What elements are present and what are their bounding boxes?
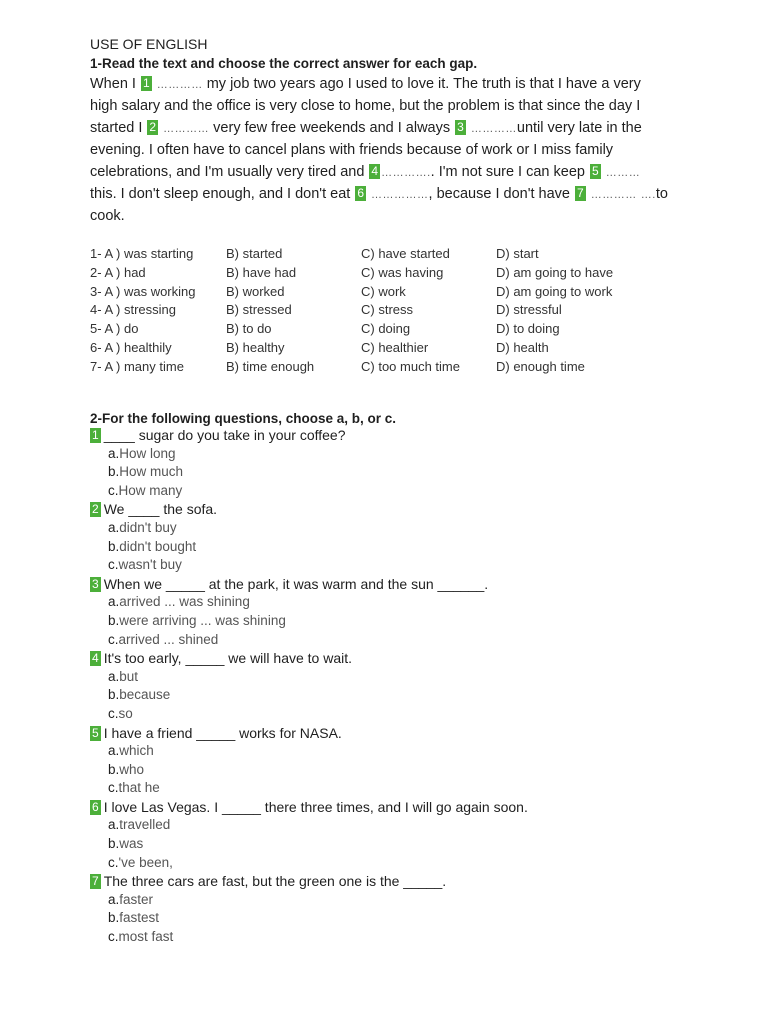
gap-number: 1 — [142, 76, 150, 90]
choice-text: most fast — [118, 929, 174, 945]
choice-b — [90, 464, 528, 483]
gap-dots: …………. — [381, 166, 431, 179]
choice-b — [90, 910, 528, 929]
choice-text: arrived ... shined — [118, 631, 219, 647]
choice-letter: a. — [108, 891, 120, 907]
choice-letter: a. — [108, 594, 120, 610]
choice-text: travelled — [119, 817, 171, 833]
choice-text: How many — [118, 482, 183, 498]
gap-dots: …. — [640, 189, 656, 202]
question-number: 5 — [92, 725, 99, 740]
reading-passage — [90, 74, 670, 228]
choice-text: who — [119, 761, 145, 777]
question-line — [90, 576, 528, 595]
gap-number: 5 — [592, 163, 599, 178]
choice-letter: b. — [108, 538, 120, 554]
choice-letter: a. — [108, 668, 120, 684]
gap-dots: ………… — [156, 79, 203, 91]
option-a: 3- A ) was working — [90, 283, 196, 299]
choice-letter: b. — [108, 910, 120, 926]
choice-text: didn't bought — [119, 538, 197, 554]
question-number: 6 — [92, 799, 99, 814]
option-c: C) was having — [361, 264, 444, 280]
choice-b — [90, 687, 528, 706]
question-block — [90, 427, 528, 501]
choice-c — [90, 706, 528, 725]
choice-letter: a. — [108, 519, 120, 535]
question-number: 7 — [92, 874, 99, 889]
question-line — [90, 501, 528, 520]
choice-letter: c. — [108, 854, 119, 870]
option-a: 1- A ) was starting — [90, 246, 194, 261]
option-b: B) to do — [226, 321, 272, 337]
choice-letter: b. — [108, 687, 120, 703]
question-number: 3 — [92, 576, 99, 591]
question-text: I love Las Vegas. I _____ there three times, and I will go again soon. — [103, 798, 528, 815]
option-c: C) doing — [361, 321, 411, 337]
question-block — [90, 576, 528, 650]
choice-letter: c. — [108, 557, 119, 573]
option-b: B) worked — [226, 283, 285, 299]
choice-letter: a. — [108, 743, 120, 759]
gap-dots: ………… — [470, 122, 517, 135]
choice-letter: b. — [108, 761, 120, 777]
question-number: 4 — [92, 651, 99, 666]
part1-instruction: 1-Read the text and choose the correct answer for each gap. — [90, 56, 478, 71]
option-c: C) too much time — [361, 358, 460, 374]
choice-letter: a. — [108, 817, 120, 833]
choice-a — [90, 892, 528, 911]
option-a: 4- A ) stressing — [90, 302, 176, 318]
choice-c — [90, 557, 528, 576]
question-text: It's too early, _____ we will have to wait. — [103, 650, 353, 667]
question-text: When we _____ at the park, it was warm and the sun ______. — [103, 575, 489, 592]
question-line — [90, 427, 528, 446]
choice-text: arrived ... was shining — [119, 594, 250, 610]
question-block — [90, 873, 528, 947]
question-block — [90, 799, 528, 873]
option-b: B) time enough — [226, 358, 315, 374]
question-block — [90, 650, 528, 724]
choice-a — [90, 446, 528, 465]
choice-letter: c. — [108, 482, 119, 498]
choice-c — [90, 855, 528, 874]
choice-letter: c. — [108, 705, 119, 721]
choice-letter: a. — [108, 445, 120, 461]
option-d: D) am going to have — [496, 264, 614, 280]
choice-c — [90, 632, 528, 651]
choice-text: faster — [119, 891, 154, 907]
choice-text: didn't buy — [119, 519, 177, 535]
question-number: 1 — [92, 428, 99, 442]
question-text: ____ sugar do you take in your coffee? — [103, 427, 346, 443]
choice-letter: b. — [108, 612, 120, 628]
choice-text: were arriving ... was shining — [119, 612, 286, 628]
choice-letter: b. — [108, 464, 120, 480]
choice-letter: b. — [108, 836, 120, 852]
gap-number: 2 — [149, 119, 157, 134]
question-line — [90, 799, 528, 818]
option-d: D) health — [496, 339, 549, 355]
passage-text: my job two years ago I used to love it. The truth is that I have a very high salary and the office is very close to home, but the problem is that since the day I started I — [90, 76, 641, 136]
question-text: The three cars are fast, but the green one is the _____. — [103, 873, 447, 890]
choice-text: wasn't buy — [118, 557, 182, 573]
option-d: D) enough time — [496, 358, 585, 374]
gap-number: 4 — [371, 163, 379, 178]
choice-text: fastest — [119, 910, 160, 926]
question-line — [90, 873, 528, 892]
choice-b — [90, 613, 528, 632]
choice-a — [90, 743, 528, 762]
passage-text: . I'm not sure I can keep — [430, 163, 585, 180]
option-a: 5- A ) do — [90, 321, 139, 337]
passage-text: very few free weekends and I always — [213, 119, 451, 136]
gap-dots: ………… — [590, 189, 637, 202]
choice-a — [90, 669, 528, 688]
choice-text: because — [119, 687, 171, 703]
choice-letter: c. — [108, 929, 119, 945]
passage-text: this. I don't sleep enough, and I don't eat — [90, 186, 351, 203]
option-d: D) stressful — [496, 302, 562, 318]
option-b: B) started — [226, 246, 283, 261]
choice-b — [90, 836, 528, 855]
option-a: 6- A ) healthily — [90, 339, 172, 355]
option-d: D) start — [496, 246, 539, 261]
question-line — [90, 725, 528, 744]
option-c: C) healthier — [361, 339, 429, 355]
choice-a — [90, 520, 528, 539]
choice-text: that he — [118, 780, 160, 796]
question-text: We ____ the sofa. — [103, 501, 218, 518]
choice-b — [90, 539, 528, 558]
gap-dots: ……… — [605, 166, 641, 179]
option-c: C) have started — [361, 246, 450, 261]
passage-text: , because I don't have — [428, 186, 570, 203]
option-a: 2- A ) had — [90, 264, 146, 280]
question-block — [90, 501, 528, 575]
option-c: C) stress — [361, 302, 413, 318]
option-b: B) healthy — [226, 339, 285, 355]
option-b: B) have had — [226, 264, 297, 280]
option-a: 7- A ) many time — [90, 358, 184, 374]
page-heading: USE OF ENGLISH — [90, 36, 208, 52]
gap-number: 6 — [357, 186, 365, 201]
gap-dots: …………… — [371, 189, 429, 202]
gap-dots: ………… — [163, 122, 210, 135]
option-d: D) to doing — [496, 321, 560, 337]
choice-a — [90, 817, 528, 836]
passage-text: until very late in the evening. I often have to cancel plans with friends because of work or I miss family celebrations, and I'm usually very tired and — [90, 119, 642, 180]
choice-c — [90, 780, 528, 799]
choice-c — [90, 929, 528, 948]
choice-text: was — [119, 836, 144, 852]
gap-number: 3 — [457, 119, 464, 134]
choice-text: How long — [119, 445, 176, 461]
gap-number: 7 — [577, 186, 584, 201]
choice-a — [90, 594, 528, 613]
choice-text: How much — [119, 464, 184, 480]
choice-text: but — [119, 668, 139, 684]
choice-text: which — [119, 743, 154, 759]
choice-text: 've been, — [118, 854, 173, 870]
choice-letter: c. — [108, 631, 119, 647]
part2-instruction: 2-For the following questions, choose a, b, or c. — [90, 411, 397, 426]
question-number: 2 — [92, 502, 99, 517]
option-b: B) stressed — [226, 302, 292, 318]
question-text: I have a friend _____ works for NASA. — [103, 724, 342, 741]
option-d: D) am going to work — [496, 283, 613, 299]
quiz-questions — [90, 427, 528, 948]
passage-text: When I — [90, 76, 136, 92]
choice-b — [90, 762, 528, 781]
choice-text: so — [118, 705, 133, 721]
question-block — [90, 725, 528, 799]
choice-c — [90, 483, 528, 502]
passage-text: to cook. — [90, 186, 668, 225]
option-c: C) work — [361, 283, 406, 299]
choice-letter: c. — [108, 780, 119, 796]
question-line — [90, 650, 528, 669]
